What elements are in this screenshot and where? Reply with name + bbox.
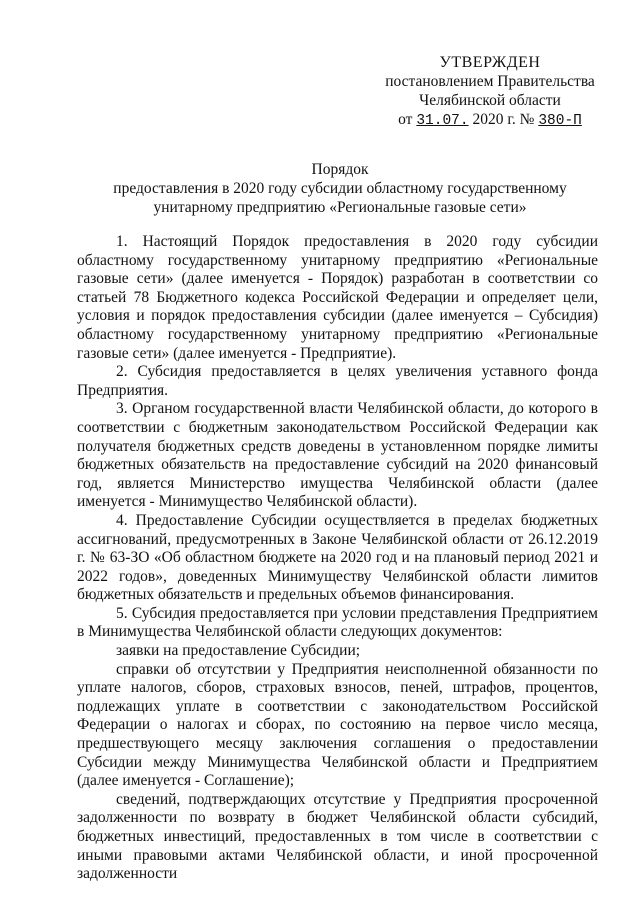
approval-date-line [380,110,600,131]
approval-year: 2020 г. № [472,111,535,128]
paragraph-4: 4. Предоставление Субсидии осуществляется в пределах бюджетных ассигнований, предусмотренных в Законе Челябинской области от 26.12.2019 г. № 63-ЗО «Об областном бюджете на 2020 год и на плановый период 2021 и 2022 годов», доведенных Минимуществу Челябинской области лимитов бюджетных обязательств и предельных объемов финансирования. [77,511,598,604]
list-item-debt-info: сведений, подтверждающих отсутствие у Предприятия просроченной задолженности по возврату в бюджет Челябинской области субсидий, бюджетных инвестиций, предоставленных в том числе в соответствии с иными правовыми актами Челябинской области, и иной просроченной задолженности [77,790,598,883]
list-item-application: заявки на предоставление Субсидии; [116,642,361,660]
approval-number: 380-П [538,113,582,129]
document-body [77,233,598,884]
approval-line-1: постановлением Правительства [385,73,595,90]
paragraph-2: 2. Субсидия предоставляется в целях увеличения уставного фонда Предприятия. [77,363,598,399]
paragraph-5: 5. Субсидия предоставляется при условии представления Предприятием в Минимущества Челябинской области следующих документов: [77,604,598,641]
paragraph-3: 3. Органом государственной власти Челябинской области, до которого в соответствии с бюджетным законодательством Российской Федерации как получателя бюджетных средств доведены в установленном порядке лимиты бюджетных обязательств на предоставление субсидий на 2020 финансовый год, является Министерство имущества Челябинской области (далее именуется - Минимущество Челябинской области). [77,400,598,511]
approval-date-prefix: от [398,111,413,128]
list-item-tax-certificate: справки об отсутствии у Предприятия неисполненной обязанности по уплате налогов, сборов, страховых взносов, пеней, штрафов, процентов, подлежащих уплате в соответствии с законодательством Российской Федерации о налогах и сборах, по состоянию на первое число месяца, предшествующего месяцу заключения соглашения о предоставлении Субсидии между Минимущества Челябинской области и Предприятием (далее именуется - Соглашение); [77,660,598,790]
paragraph-1: 1. Настоящий Порядок предоставления в 2020 году субсидии областному государственному унитарному предприятию «Региональные газовые сети» (далее именуется - Порядок) разработан в соответствии со статьей 78 Бюджетного кодекса Российской Федерации и определяет цели, условия и порядок предоставления субсидии (далее именуется – Субсидия) областному государственному унитарному предприятию «Региональные газовые сети» (далее именуется - Предприятие). [77,233,598,362]
approval-stamp [380,53,600,131]
approval-title: УТВЕРЖДЕН [439,54,541,71]
heading-line-3: унитарному предприятию «Региональные газовые сети» [153,199,527,216]
heading-line-2: предоставления в 2020 году субсидии областному государственному [113,180,567,197]
heading-line-1: Порядок [311,161,369,178]
approval-date: 31.07. [416,113,469,129]
approval-line-2: Челябинской области [419,92,561,109]
document-heading [80,160,600,217]
